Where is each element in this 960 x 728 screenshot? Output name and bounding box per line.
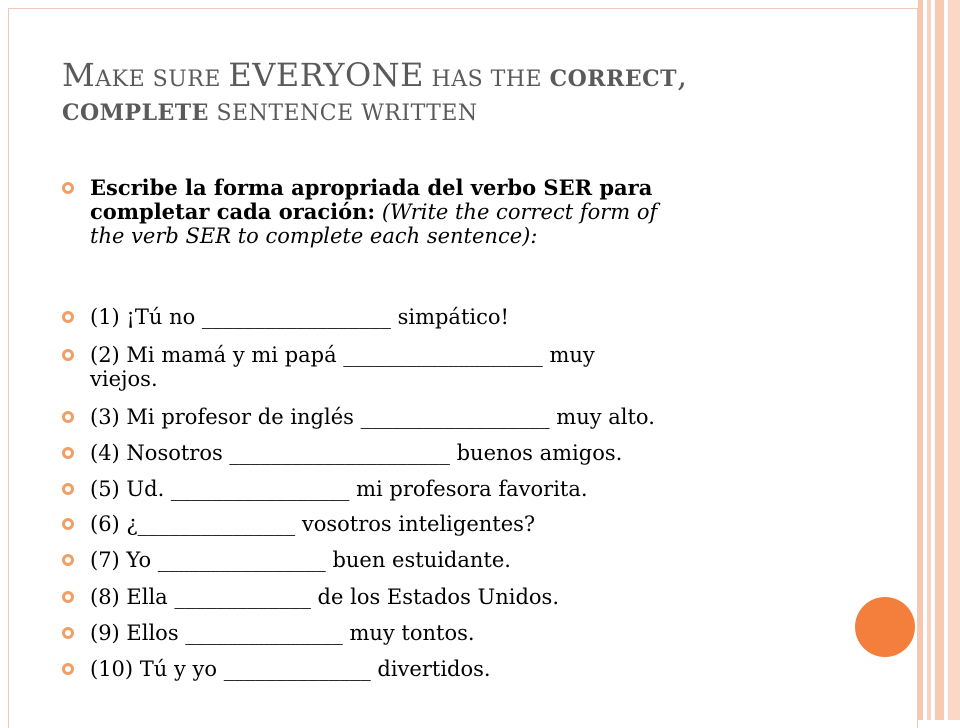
sentence-text: (3) Mi profesor de inglés __________________ muy alto.	[90, 405, 655, 429]
bullet-icon	[62, 447, 74, 459]
sentence-text: (9) Ellos _______________ muy tontos.	[90, 621, 475, 645]
title-line-2	[62, 100, 862, 144]
sentence-text: (2) Mi mamá y mi papá ___________________ muy viejos.	[90, 343, 595, 391]
sentence-text: (10) Tú y yo ______________ divertidos.	[90, 657, 491, 681]
instruction-text: Escribe la forma apropriada del verbo SER para completar cada oración: (Write the correct form of the verb SER to complete each sentence):	[90, 175, 658, 248]
accent-circle	[855, 597, 915, 657]
sentence-text: (7) Yo ________________ buen estuidante.	[90, 548, 511, 572]
slide-title	[62, 56, 862, 144]
decorative-stripes	[918, 0, 960, 720]
bullet-icon	[62, 591, 74, 603]
bullet-icon	[62, 411, 74, 423]
title-text: SENTENCE WRITTEN	[208, 101, 478, 126]
bullet-icon	[62, 483, 74, 495]
bullet-icon	[62, 663, 74, 675]
title-line-1	[62, 56, 862, 100]
sentence-text: (8) Ella _____________ de los Estados Unidos.	[90, 585, 559, 609]
title-comma: ,	[676, 56, 688, 94]
title-complete: COMPLETE	[62, 100, 209, 126]
bullet-icon	[62, 518, 74, 530]
bullet-icon	[62, 311, 74, 323]
sentence-text: (1) ¡Tú no __________________ simpático!	[90, 305, 509, 329]
title-everyone: EVERYONE	[228, 56, 425, 94]
sentence-text: (4) Nosotros _____________________ buenos amigos.	[90, 441, 623, 465]
bullet-icon	[62, 182, 74, 194]
title-initial: M	[62, 56, 96, 94]
title-text: AKE SURE	[95, 67, 229, 92]
sentence-text: (6) ¿_______________ vosotros inteligentes?	[90, 512, 536, 536]
title-text: HAS THE	[424, 67, 550, 92]
title-correct: CORRECT	[549, 66, 677, 92]
sentence-text: (5) Ud. _________________ mi profesora favorita.	[90, 477, 588, 501]
bullet-icon	[62, 554, 74, 566]
bullet-icon	[62, 349, 74, 361]
bullet-icon	[62, 627, 74, 639]
